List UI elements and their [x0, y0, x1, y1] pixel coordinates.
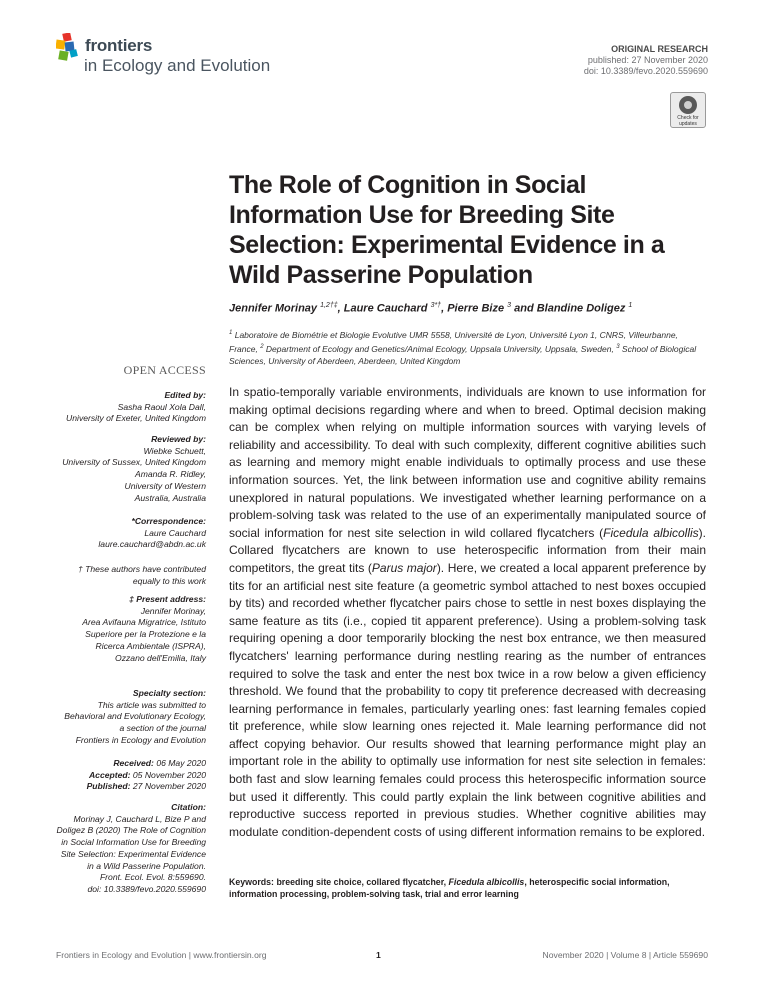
reviewer-line: University of Sussex, United Kingdom: [62, 457, 206, 468]
keyword-species: Ficedula albicollis: [448, 877, 525, 887]
article-type: ORIGINAL RESEARCH: [611, 44, 708, 54]
citation-line: Site Selection: Experimental Evidence: [60, 848, 206, 859]
author-name[interactable]: Jennifer Morinay: [229, 302, 318, 315]
correspondence-email[interactable]: laure.cauchard@abdn.ac.uk: [98, 539, 206, 550]
specialty-line: Behavioral and Evolutionary Ecology,: [64, 711, 206, 722]
author-affil-marker: 3*†: [430, 302, 442, 309]
author-list: Jennifer Morinay $^{1,2\dagger\ddagger}$, Laure Cauchard $^{3*\dagger}$, Pierre Bize $^3$ and Blandine Doligez $^1$: [229, 302, 633, 315]
citation-doi[interactable]: doi: 10.3389/fevo.2020.559690: [87, 883, 206, 894]
check-updates-icon: [679, 96, 697, 114]
edited-by-section: [40, 390, 206, 425]
keywords-text: , heterospecific social information, information processing, problem-solving task, trial and error learning: [229, 877, 670, 899]
affil-number: 3: [616, 343, 620, 350]
keywords: [229, 876, 706, 900]
published-label: Published:: [86, 781, 131, 792]
present-address-section: [40, 594, 206, 664]
affiliation: School of Biological Sciences, University of Aberdeen, Aberdeen, United Kingdom: [229, 343, 697, 366]
abstract-text: ). Here, we created a local apparent preference by tits for an artificial nest site feature (a geometric symbol attached to nest boxes occupied by tits) and recorded whether flycatcher pairs chose to settle in nest boxes displaying the same feature as tits (i.e., copied tit apparent preference). Using a problem-solving task requiring opening a door temporarily blocking the nest box entrance, we then measured flycatchers' learning performance during nestling rearing as the number of entrances required to solve the task and enter the nest box twice in a row below a given efficiency threshold. We found that the probability to copy tit preference decreased with decreasing learning performance in females, particularly yearling ones: fast learning females copied tit preference, while slow learning ones rejected it. Male learning performance did not affect copying behavior. Our results showed that learning performance might play an important role in the ability to optimally use information for nest site selection in females: both fast and slow learning females could process this heterospecific information source but used it differently. This could partly explain the link between cognitive abilities and reproductive success reported in previous studies. Whether cognitive abilities may modulate condition-dependent costs of using different information remains to be explored.: [229, 560, 706, 839]
specialty-line: Frontiers in Ecology and Evolution: [75, 734, 206, 745]
citation-section: [40, 802, 206, 896]
citation-line: in a Wild Passerine Population.: [87, 860, 206, 871]
abstract-text: ). Collared flycatchers are known to use heterospecific information from their main competitors, the great tits (: [229, 525, 707, 575]
affiliations: [229, 327, 709, 367]
reviewer-line: Amanda R. Ridley,: [134, 469, 206, 480]
journal-brand: frontiers: [85, 36, 153, 55]
abstract-text: In spatio-temporally variable environments, individuals are known to use information for making optimal decisions regarding where and when to breed. Optimal decision making can be complex when relying on multiple information sources with varying levels of reliability and accessibility. To deal with such complexity, different cognitive abilities such as learning and memory might enable individuals to optimally process and use these information sources. Yet, the link between information use and cognitive ability remains unexplored in natural populations. We investigated whether learning performance on a problem-solving task was related to the use of an experimentally manipulated source of social information for nest site selection in wild collared flycatchers (: [229, 385, 706, 540]
citation-line: Doligez B (2020) The Role of Cognition: [56, 825, 206, 836]
reviewer-line: Australia, Australia: [134, 492, 206, 503]
affil-number: 2: [260, 343, 264, 350]
affiliation: Laboratoire de Biométrie et Biologie Evolutive UMR 5558, Université de Lyon, Université Lyon 1, CNRS, Villeurbanne, France,: [229, 329, 678, 354]
edited-by-label: Edited by:: [164, 390, 206, 400]
keywords-text: breeding site choice, collared flycatcher,: [276, 877, 447, 887]
address-line: Jennifer Morinay,: [140, 605, 206, 616]
species-name: Ficedula albicollis: [603, 525, 699, 540]
specialty-section: [40, 688, 206, 747]
address-line: Superiore per la Protezione e la: [85, 629, 206, 640]
specialty-line: a section of the journal: [119, 723, 206, 734]
correspondence-label: *Correspondence:: [131, 516, 206, 526]
address-line: Area Avifauna Migratrice, Istituto: [82, 617, 206, 628]
affiliation: Department of Ecology and Genetics/Animal Ecology, Uppsala University, Uppsala, Sweden,: [265, 343, 614, 354]
editor-line: Sasha Raoul Xola Dall,: [117, 401, 206, 412]
address-line: Ricerca Ambientale (ISPRA),: [95, 640, 206, 651]
author-name[interactable]: Laure Cauchard: [343, 302, 428, 315]
species-name: Parus major: [371, 560, 437, 575]
correspondence-section: [40, 516, 206, 551]
reviewer-line: Wiebke Schuett,: [143, 445, 206, 456]
affil-number: 1: [229, 330, 233, 336]
journal-subtitle: in Ecology and Evolution: [84, 56, 271, 75]
present-address-label: ‡ Present address:: [129, 594, 206, 604]
note-line: † These authors have contributed: [77, 564, 206, 574]
received-date: 06 May 2020: [156, 758, 206, 768]
specialty-label: Specialty section:: [132, 688, 206, 698]
note-line: equally to this work: [132, 575, 206, 586]
reviewer-line: University of Western: [124, 480, 206, 491]
editor-line: University of Exeter, United Kingdom: [66, 413, 206, 424]
dates-section: [40, 758, 206, 793]
correspondence-name: Laure Cauchard: [144, 527, 206, 538]
reviewed-by-section: [40, 434, 206, 504]
article-title: The Role of Cognition in Social Information Use for Breeding Site Selection: Experimental Evidence in a Wild Passerine Population: [229, 171, 665, 289]
received-label: Received:: [113, 758, 154, 768]
specialty-line: This article was submitted to: [97, 699, 206, 710]
equal-contribution-note: [40, 564, 206, 587]
abstract: [229, 384, 706, 841]
keywords-label: Keywords:: [229, 877, 274, 887]
check-for-updates-badge[interactable]: [670, 92, 706, 128]
citation-label: Citation:: [171, 802, 206, 812]
page-number: 1: [376, 950, 381, 960]
footer-journal[interactable]: Frontiers in Ecology and Evolution | www.frontiersin.org: [56, 950, 267, 960]
citation-line: Front. Ecol. Evol. 8:559690.: [99, 872, 206, 883]
citation-line: Morinay J, Cauchard L, Bize P and: [73, 813, 206, 824]
address-line: Ozzano dell'Emilia, Italy: [115, 652, 206, 663]
doi[interactable]: doi: 10.3389/fevo.2020.559690: [583, 66, 708, 76]
accepted-label: Accepted:: [88, 769, 131, 780]
author-name[interactable]: Pierre Bize: [447, 302, 505, 315]
accepted-date: 05 November 2020: [132, 769, 206, 780]
published-date: published: 27 November 2020: [587, 55, 708, 65]
reviewed-by-label: Reviewed by:: [151, 434, 206, 444]
citation-line: in Social Information Use for Breeding: [61, 837, 206, 848]
author-affil-marker: 1,2†‡: [320, 302, 338, 309]
author-affil-marker: 1: [628, 302, 633, 309]
author-name[interactable]: Blandine Doligez: [536, 302, 626, 315]
check-updates-label: Check for updates: [677, 115, 699, 127]
open-access-label: OPEN ACCESS: [123, 363, 206, 377]
published-date-side: 27 November 2020: [132, 781, 206, 792]
footer-issue: November 2020 | Volume 8 | Article 559690: [542, 950, 708, 960]
author-affil-marker: 3: [507, 302, 512, 309]
frontiers-logo-icon: [56, 33, 82, 61]
article-meta-header: [584, 44, 708, 77]
